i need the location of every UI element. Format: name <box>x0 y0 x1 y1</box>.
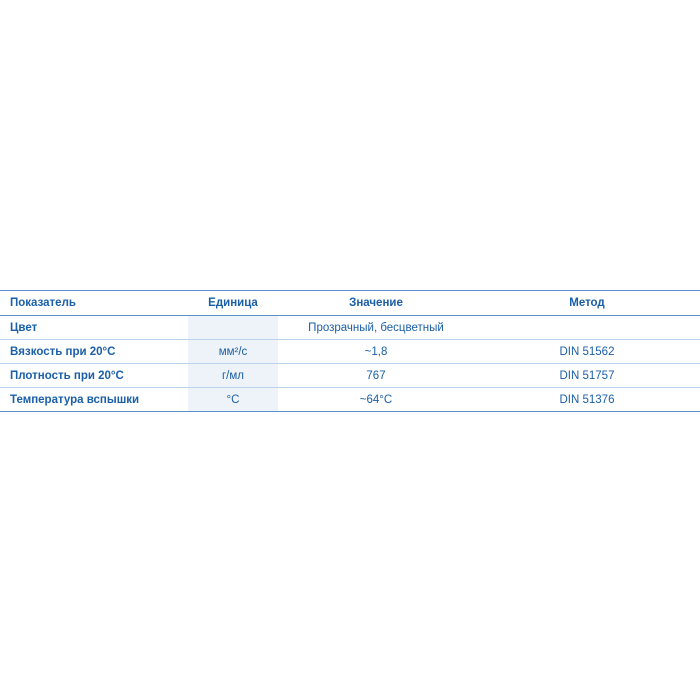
cell-unit: мм²/с <box>188 340 278 364</box>
table-row <box>0 364 700 388</box>
cell-parameter: Плотность при 20°C <box>0 364 188 388</box>
cell-method <box>474 316 700 340</box>
cell-unit: г/мл <box>188 364 278 388</box>
table-header-row <box>0 291 700 316</box>
cell-value: Прозрачный, бесцветный <box>278 316 474 340</box>
cell-unit: °C <box>188 388 278 412</box>
column-header-parameter: Показатель <box>0 291 188 316</box>
table-row <box>0 340 700 364</box>
specification-table <box>0 290 700 412</box>
specification-table-container <box>0 290 700 412</box>
cell-parameter: Температура вспышки <box>0 388 188 412</box>
cell-value: 767 <box>278 364 474 388</box>
cell-parameter: Вязкость при 20°C <box>0 340 188 364</box>
cell-value: ~1,8 <box>278 340 474 364</box>
cell-method: DIN 51757 <box>474 364 700 388</box>
cell-parameter: Цвет <box>0 316 188 340</box>
table-row <box>0 388 700 412</box>
column-header-value: Значение <box>278 291 474 316</box>
column-header-method: Метод <box>474 291 700 316</box>
cell-method: DIN 51376 <box>474 388 700 412</box>
cell-unit <box>188 316 278 340</box>
column-header-unit: Единица <box>188 291 278 316</box>
table-row <box>0 316 700 340</box>
table-header <box>0 291 700 316</box>
cell-value: ~64°C <box>278 388 474 412</box>
cell-method: DIN 51562 <box>474 340 700 364</box>
table-body <box>0 316 700 412</box>
